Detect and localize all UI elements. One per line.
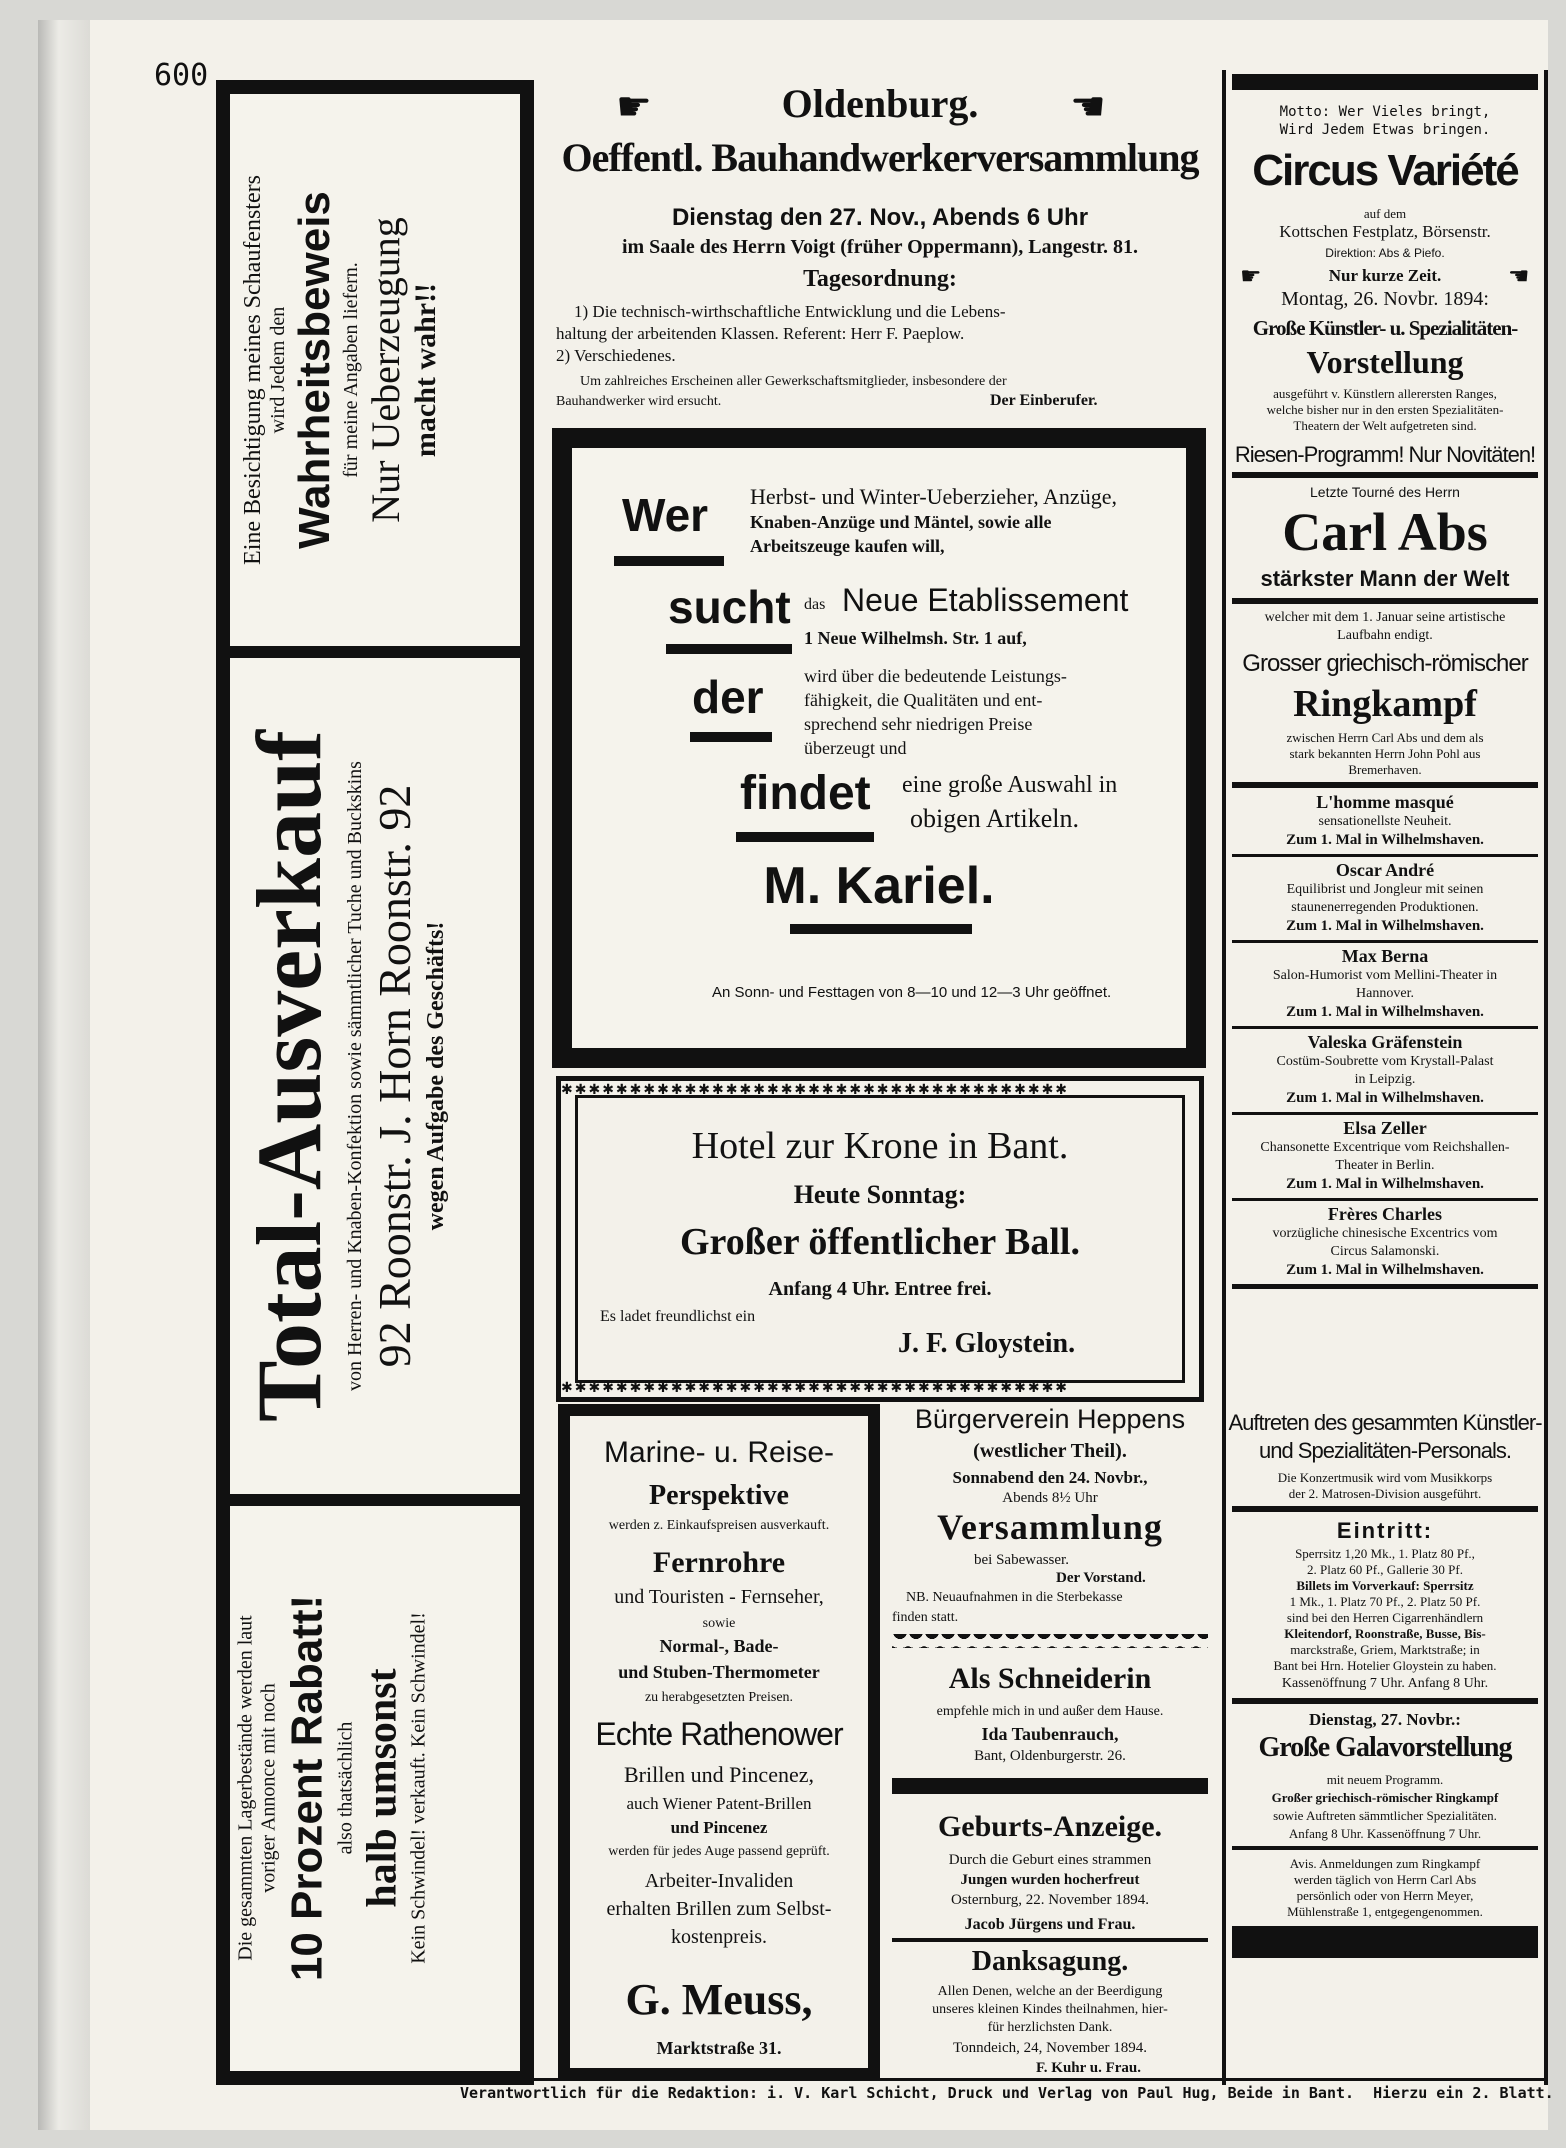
ad3-line3: 10 Prozent Rabatt! (282, 1594, 332, 1982)
circus-short: Nur kurze Zeit. (1328, 266, 1442, 285)
footer-imprint (460, 2084, 1554, 2102)
act-first: Zum 1. Mal in Wilhelmshaven. (1286, 1176, 1484, 1192)
act-item (1226, 1202, 1544, 1298)
circus-e3: Billets im Vorverkauf: Sperrsitz (1296, 1578, 1474, 1593)
act-name: Elsa Zeller (1343, 1118, 1427, 1138)
circus-tourne: Letzte Tourné des Herrn (1310, 484, 1460, 500)
border-stars: ✱✱✱✱✱✱✱✱✱✱✱✱✱✱✱✱✱✱✱✱✱✱✱✱✱✱✱✱✱✱✱✱✱✱✱✱✱ (561, 1380, 1070, 1396)
act-first: Zum 1. Mal in Wilhelmshaven. (1286, 832, 1484, 848)
kariel-t1c: Arbeitszeuge kaufen will, (750, 536, 945, 556)
ad-kariel (552, 428, 1206, 1068)
circus-grosser: Grosser griechisch-römischer (1242, 650, 1528, 677)
meuss-s5: und Stuben-Thermometer (618, 1662, 820, 1682)
kariel-name: M. Kariel. (763, 857, 995, 915)
schneiderin-h: Als Schneiderin (948, 1662, 1152, 1695)
act-first: Zum 1. Mal in Wilhelmshaven. (1286, 918, 1484, 934)
circus-eintritt: Eintritt: (1336, 1518, 1434, 1543)
ad3-line2: voriger Annonce mit noch (257, 1683, 280, 1893)
meuss-h2: Perspektive (649, 1480, 789, 1511)
act-desc: in Leipzig. (1354, 1072, 1416, 1087)
schneiderin-addr: Bant, Oldenburgerstr. 26. (974, 1748, 1126, 1764)
wavy-divider (892, 1634, 1208, 1648)
kariel-t4a: eine große Auswahl in (902, 772, 1118, 798)
meuss-s12: erhalten Brillen zum Selbst- (606, 1898, 832, 1920)
geburt-name: Jacob Jürgens und Frau. (964, 1916, 1136, 1933)
circus-g1: mit neuem Programm. (1326, 1772, 1444, 1787)
ad3-line4: also thatsächlich (334, 1721, 357, 1855)
circus-ad-column (1222, 70, 1548, 2085)
act-item (1226, 858, 1544, 954)
circus-d1: Dienstag, 27. Novbr.: (1309, 1710, 1461, 1729)
kariel-t2c: 1 Neue Wilhelmsh. Str. 1 auf, (804, 628, 1027, 648)
divider (230, 646, 520, 658)
oldenburg-item1: 1) Die technisch-wirthschaftliche Entwicklung und die Lebens- (574, 302, 1006, 321)
divider (1232, 1026, 1538, 1029)
meuss-s3: sowie (702, 1616, 736, 1631)
oldenburg-note2: Bauhandwerker wird ersucht. (556, 394, 722, 409)
act-name: Frères Charles (1327, 1204, 1443, 1224)
meuss-s11: Arbeiter-Invaliden (644, 1870, 794, 1892)
act-desc: Hannover. (1356, 986, 1414, 1001)
divider (790, 924, 972, 934)
act-item (1226, 944, 1544, 1040)
kariel-t3c: sprechend sehr niedrigen Preise (804, 714, 1033, 734)
pointing-hand-left-icon: ☛ (616, 84, 652, 130)
divider (230, 1494, 520, 1506)
oldenburg-sign: Der Einberufer. (990, 392, 1098, 409)
dank-t1: Allen Denen, welche an der Beerdigung (937, 1984, 1163, 1999)
left-ad-column (216, 80, 534, 2085)
kariel-word-sucht: sucht (668, 581, 791, 633)
bv-nb2: finden statt. (892, 1610, 959, 1625)
divider (614, 556, 724, 566)
meuss-name: G. Meuss, (625, 1975, 813, 2024)
ad1-line4: für meine Angaben liefern. (340, 262, 362, 478)
circus-riesen: Riesen-Programm! Nur Novitäten! (1234, 442, 1536, 467)
act-desc: Equilibrist und Jongleur mit seinen (1286, 882, 1484, 897)
bv-nb1: NB. Neuaufnahmen in die Sterbekasse (906, 1590, 1123, 1605)
divider (1232, 598, 1538, 604)
circus-e4: 1 Mk., 1. Platz 70 Pf., 2. Platz 50 Pf. (1289, 1594, 1481, 1609)
small-ads-column (886, 1400, 1214, 2080)
kariel-t4b: obigen Artikeln. (910, 804, 1079, 833)
circus-vorstellung: Vorstellung (1306, 344, 1464, 380)
kariel-t2a: das (804, 596, 826, 613)
kariel-t1a: Herbst- und Winter-Ueberzieher, Anzüge, (750, 484, 1117, 509)
circus-g2: Großer griechisch-römischer Ringkampf (1271, 1790, 1499, 1805)
dank-t2: unseres kleinen Kindes theilnahmen, hier- (932, 2002, 1168, 2017)
circus-direction: Direktion: Abs & Piefo. (1325, 246, 1445, 260)
divider (1232, 1846, 1538, 1850)
act-first: Zum 1. Mal in Wilhelmshaven. (1286, 1004, 1484, 1020)
oldenburg-heading: Oeffentl. Bauhandwerkerversammlung (561, 135, 1199, 180)
circus-motto2: Wird Jedem Etwas bringen. (1279, 122, 1491, 138)
ad1-line2: wird Jedem den (267, 306, 289, 434)
bv-h1: Bürgerverein Heppens (914, 1404, 1186, 1434)
divider (1232, 1506, 1538, 1512)
divider (1232, 1284, 1538, 1289)
kariel-word-der: der (692, 671, 764, 723)
pointing-hand-icon: ☛ (1508, 262, 1530, 290)
meuss-s8: auch Wiener Patent-Brillen (626, 1794, 812, 1813)
bv-h3: Versammlung (937, 1507, 1163, 1547)
circus-v2: welche bisher nur in den ersten Spezialitäten- (1266, 402, 1504, 417)
ad2-headline: Total-Ausverkauf (238, 730, 340, 1422)
dank-t3: für herzlichsten Dank. (987, 2020, 1113, 2035)
circus-e5: sind bei den Herren Cigarrenhändlern (1286, 1610, 1484, 1625)
circus-auftreten1: Auftreten des gesammten Künstler- (1228, 1410, 1542, 1435)
hotel-title: Hotel zur Krone in Bant. (691, 1125, 1069, 1167)
ad1-line6: macht wahr!! (409, 282, 442, 458)
meuss-h1: Marine- u. Reise- (603, 1436, 835, 1469)
geburt-t1: Durch die Geburt eines strammen (948, 1852, 1152, 1868)
pointing-hand-right-icon: ☛ (1070, 84, 1106, 130)
circus-avis4: Mühlenstraße 1, entgegengenommen. (1287, 1904, 1483, 1919)
act-first: Zum 1. Mal in Wilhelmshaven. (1286, 1262, 1484, 1278)
ad3-line5: halb umsonst (359, 1668, 406, 1908)
bv-d2: Abends 8½ Uhr (1002, 1490, 1098, 1506)
hotel-inner-frame (575, 1095, 1185, 1383)
circus-avis2: werden täglich von Herrn Carl Abs (1293, 1872, 1477, 1887)
dank-name: F. Kuhr u. Frau. (1036, 2060, 1142, 2076)
oldenburg-item1b: haltung der arbeitenden Klassen. Referent: Herr F. Paeplow. (556, 324, 965, 343)
bv-d3: bei Sabewasser. (974, 1552, 1069, 1568)
circus-date: Montag, 26. Novbr. 1894: (1281, 288, 1489, 310)
schneiderin-name: Ida Taubenrauch, (981, 1724, 1119, 1744)
act-desc: vorzügliche chinesische Excentrics vom (1272, 1226, 1498, 1241)
meuss-s10: werden für jedes Auge passend geprüft. (608, 1844, 830, 1859)
meuss-s4: Normal-, Bade- (659, 1636, 779, 1656)
act-desc: Chansonette Excentrique vom Reichshallen- (1260, 1140, 1510, 1155)
meuss-h3: Fernrohre (652, 1546, 786, 1579)
act-desc: Salon-Humorist vom Mellini-Theater in (1272, 968, 1498, 983)
divider (690, 732, 772, 742)
oldenburg-title: Oldenburg. (781, 81, 979, 126)
ad3-line6: Kein Schwindel! verkauft. Kein Schwindel! (407, 1612, 430, 1964)
meuss-s1: werden z. Einkaufspreisen ausverkauft. (608, 1518, 830, 1533)
divider (1232, 854, 1538, 857)
ad2-line3: wegen Aufgabe des Geschäfts! (423, 921, 449, 1231)
ad1-line1: Eine Besichtigung meines Schaufensters (240, 175, 266, 565)
circus-loc1: auf dem (1363, 206, 1407, 221)
ad3-line1: Die gesammten Lagerbestände werden laut (234, 1615, 257, 1961)
page-number: 600 (154, 58, 209, 93)
divider (1232, 74, 1538, 90)
circus-auftreten2: und Spezialitäten-Personals. (1258, 1438, 1512, 1463)
circus-carl-abs: Carl Abs (1282, 502, 1488, 562)
act-desc: staunenerregenden Produktionen. (1291, 900, 1479, 915)
circus-avis1: Avis. Anmeldungen zum Ringkampf (1289, 1856, 1481, 1871)
hotel-invite: Es ladet freundlichst ein (600, 1308, 756, 1325)
hotel-ball: Großer öffentlicher Ball. (679, 1221, 1080, 1263)
ad-oldenburg (550, 70, 1210, 420)
kariel-t1b: Knaben-Anzüge und Mäntel, sowie alle (750, 512, 1052, 532)
divider (736, 832, 874, 842)
dank-t4: Tonndeich, 24, November 1894. (953, 2040, 1147, 2056)
kariel-hours: An Sonn- und Festtagen von 8—10 und 12—3 Uhr geöffnet. (712, 984, 1112, 1001)
oldenburg-place: im Saale des Herrn Voigt (früher Oppermann), Langestr. 81. (621, 236, 1139, 258)
act-desc: sensationellste Neuheit. (1318, 814, 1452, 829)
geburt-t3: Osternburg, 22. November 1894. (950, 1892, 1150, 1908)
divider (1232, 1198, 1538, 1201)
circus-grosse: Große Künstler- u. Spezialitäten- (1252, 316, 1518, 340)
ad1-line5: Nur Ueberzeugung (363, 217, 408, 523)
circus-e2: 2. Platz 60 Pf., Gallerie 30 Pf. (1307, 1562, 1463, 1577)
kariel-word-wer: Wer (622, 489, 709, 541)
oldenburg-item2: 2) Verschiedenes. (556, 346, 676, 365)
divider (1232, 1926, 1538, 1958)
pointing-hand-icon: ☛ (1240, 262, 1262, 290)
act-item (1226, 1116, 1544, 1212)
circus-r3: Bremerhaven. (1348, 762, 1422, 777)
divider (1232, 1112, 1538, 1115)
acts-list (1226, 788, 1544, 1468)
circus-e9: Kassenöffnung 7 Uhr. Anfang 8 Uhr. (1281, 1676, 1489, 1691)
circus-e6: Kleitendorf, Roonstraße, Busse, Bis- (1284, 1626, 1486, 1641)
ad-prozent-rabatt (230, 1506, 520, 2071)
kariel-t2b: Neue Etablissement (842, 582, 1129, 618)
bv-d1: Sonnabend den 24. Novbr., (952, 1468, 1148, 1487)
meuss-s13: kostenpreis. (670, 1926, 768, 1948)
divider (666, 644, 792, 654)
kariel-t3d: überzeugt und (804, 738, 907, 758)
dank-h: Danksagung. (971, 1946, 1129, 1977)
ad-wahrheitsbeweis (230, 94, 520, 646)
ad1-line3: Wahrheitsbeweis (290, 191, 339, 549)
divider (892, 1938, 1208, 1942)
act-desc: Theater in Berlin. (1335, 1158, 1435, 1173)
circus-strong: stärkster Mann der Welt (1260, 566, 1510, 591)
hotel-sign: J. F. Gloystein. (898, 1328, 1076, 1359)
schneiderin-t1: empfehle mich in und außer dem Hause. (936, 1704, 1164, 1719)
geburt-h: Geburts-Anzeige. (937, 1810, 1163, 1843)
ad2-line1: von Herren- und Knaben-Konfektion sowie sämmtlicher Tuche und Buckskins (344, 761, 366, 1391)
ad2-line2: 92 Roonstr. J. Horn Roonstr. 92 (369, 784, 420, 1368)
act-name: Valeska Gräfenstein (1307, 1032, 1463, 1052)
meuss-s2: und Touristen - Fernseher, (614, 1586, 824, 1608)
circus-g4: Anfang 8 Uhr. Kassenöffnung 7 Uhr. (1288, 1826, 1482, 1841)
oldenburg-agenda: Tagesordnung: (803, 266, 957, 292)
circus-a1: welcher mit dem 1. Januar seine artistische (1264, 610, 1506, 625)
meuss-s9: und Pincenez (670, 1818, 768, 1837)
oldenburg-date: Dienstag den 27. Nov., Abends 6 Uhr (671, 204, 1089, 231)
circus-loc2: Kottschen Festplatz, Börsenstr. (1279, 222, 1491, 241)
circus-gala: Große Galavorstellung (1258, 1732, 1512, 1763)
meuss-s6: zu herabgesetzten Preisen. (644, 1690, 794, 1705)
circus-title: Circus Variété (1252, 146, 1518, 195)
circus-a2: Laufbahn endigt. (1337, 628, 1433, 643)
circus-g3: sowie Auftreten sämmtlicher Spezialitäten. (1273, 1808, 1497, 1823)
act-name: L'homme masqué (1316, 792, 1454, 812)
bv-sign: Der Vorstand. (1056, 1570, 1146, 1586)
act-item (1226, 1030, 1544, 1126)
circus-v1: ausgeführt v. Künstlern allerersten Ranges, (1273, 386, 1497, 401)
divider (1232, 472, 1538, 478)
hotel-sub: Heute Sonntag: (793, 1180, 967, 1209)
divider (892, 1778, 1208, 1794)
hotel-start: Anfang 4 Uhr. Entree frei. (768, 1278, 992, 1300)
circus-e8: Bant bei Hrn. Hotelier Gloystein zu haben. (1273, 1658, 1497, 1673)
circus-r1: zwischen Herrn Carl Abs und dem als (1286, 730, 1484, 745)
oldenburg-note1: Um zahlreiches Erscheinen aller Gewerkschaftsmitglieder, insbesondere der (580, 374, 1007, 389)
page-spine (38, 20, 90, 2130)
divider (1232, 1698, 1538, 1704)
act-first: Zum 1. Mal in Wilhelmshaven. (1286, 1090, 1484, 1106)
meuss-s7: Brillen und Pincenez, (623, 1762, 814, 1787)
circus-e7: marckstraße, Griem, Marktstraße; in (1290, 1642, 1480, 1657)
kariel-t3b: fähigkeit, die Qualitäten und ent- (804, 690, 1043, 710)
ad-hotel-krone (556, 1076, 1204, 1402)
ad-meuss (558, 1404, 880, 2080)
footer-right: Hierzu ein 2. Blatt. (1373, 2084, 1554, 2102)
circus-k1: Die Konzertmusik wird vom Musikkorps (1277, 1470, 1493, 1485)
act-name: Oscar André (1335, 860, 1435, 880)
kariel-word-findet: findet (740, 767, 871, 820)
ad-total-ausverkauf (230, 658, 520, 1494)
meuss-addr: Marktstraße 31. (656, 2038, 782, 2058)
kariel-t3a: wird über die bedeutende Leistungs- (804, 666, 1067, 686)
act-desc: Costüm-Soubrette vom Krystall-Palast (1276, 1054, 1494, 1069)
act-desc: Circus Salamonski. (1330, 1244, 1440, 1259)
border-stars: ✱✱✱✱✱✱✱✱✱✱✱✱✱✱✱✱✱✱✱✱✱✱✱✱✱✱✱✱✱✱✱✱✱✱✱✱✱ (561, 1082, 1070, 1098)
bv-h2: (westlicher Theil). (973, 1440, 1127, 1462)
circus-k2: der 2. Matrosen-Division ausgeführt. (1288, 1486, 1482, 1501)
circus-v3: Theatern der Welt aufgetreten sind. (1293, 418, 1477, 433)
circus-ringkampf: Ringkampf (1293, 683, 1477, 725)
act-name: Max Berna (1341, 946, 1429, 966)
divider (1232, 940, 1538, 943)
circus-avis3: persönlich oder von Herrn Meyer, (1296, 1888, 1474, 1903)
circus-r2: stark bekannten Herrn John Pohl aus (1289, 746, 1481, 761)
meuss-h4: Echte Rathenower (595, 1716, 843, 1752)
footer-rule (230, 2078, 1548, 2081)
footer-left: Verantwortlich für die Redaktion: i. V. Karl Schicht, Druck und Verlag von Paul Hug, Beide in Bant. (460, 2084, 1355, 2102)
geburt-t2: Jungen wurden hocherfreut (960, 1872, 1140, 1888)
circus-motto1: Motto: Wer Vieles bringt, (1279, 104, 1491, 120)
circus-e1: Sperrsitz 1,20 Mk., 1. Platz 80 Pf., (1295, 1546, 1475, 1561)
